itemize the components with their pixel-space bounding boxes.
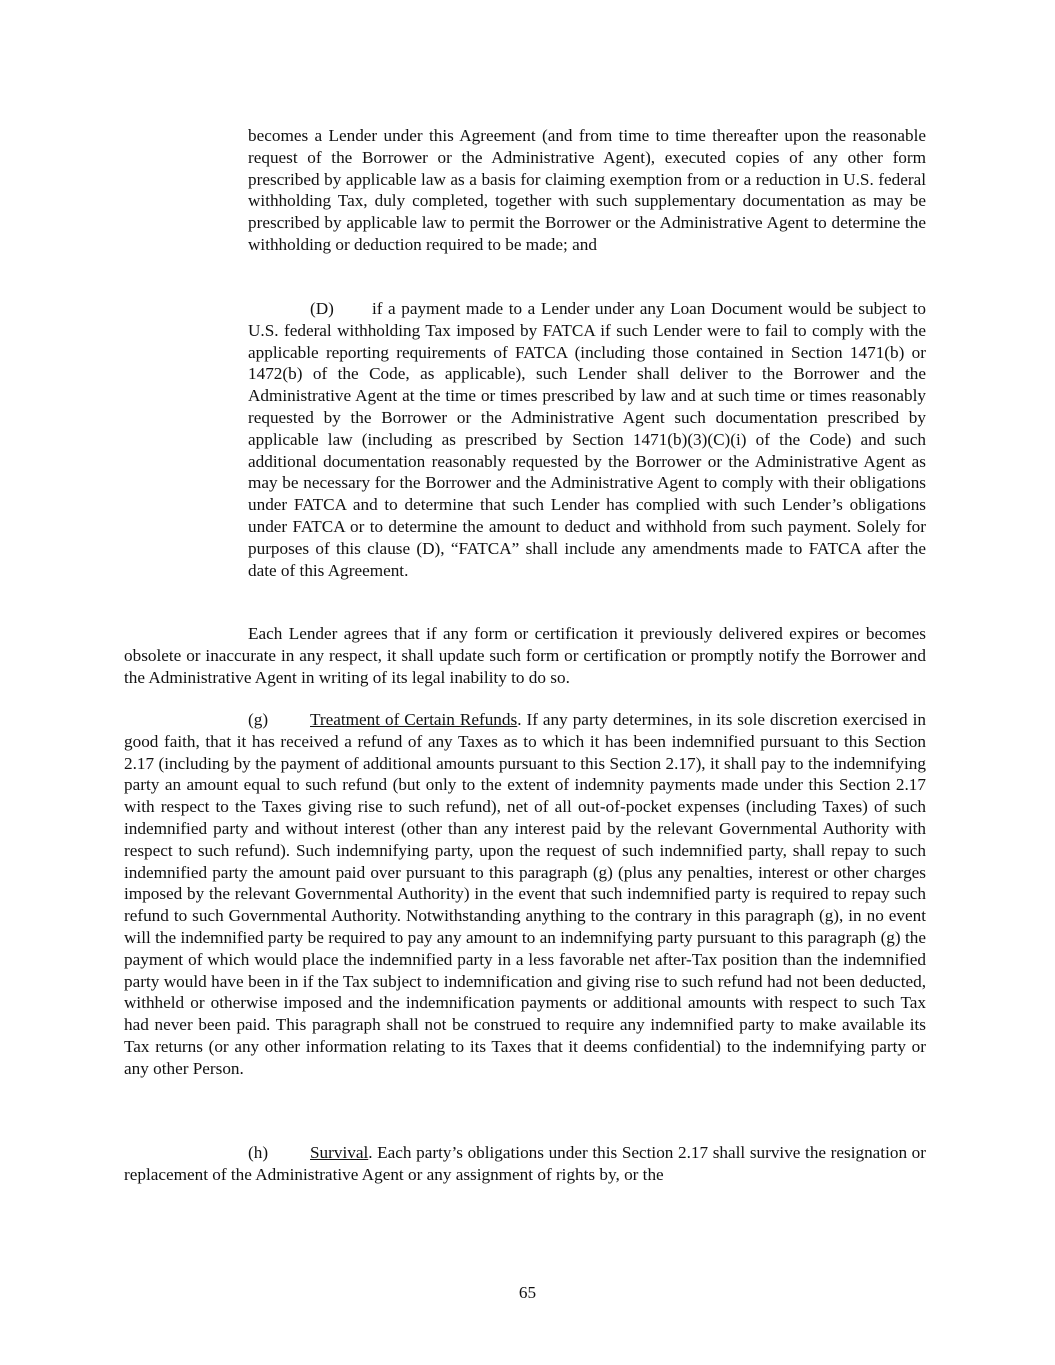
page-number: 65: [518, 1283, 537, 1302]
paragraph-section-g: [124, 709, 926, 1080]
section-h-text: . Each party’s obligations under this Section 2.17 shall survive the resignation or replacement of the Administrative Agent or any assignment of rights by, or the: [124, 1143, 926, 1184]
paragraph-lender-agreement: Each Lender agrees that if any form or certification it previously delivered expires or becomes obsolete or inaccurate in any respect, it shall update such form or certification or promptly notify the Borrower and the Administrative Agent in writing of its legal inability to do so.: [124, 624, 926, 687]
paragraph-continuation: becomes a Lender under this Agreement (and from time to time thereafter upon the reasonable request of the Borrower or the Administrative Agent), executed copies of any other form prescribed by applicable law as a basis for claiming exemption from or a reduction in U.S. federal withholding Tax, duly completed, together with such supplementary documentation as may be prescribed by applicable law to permit the Borrower or the Administrative Agent to determine the withholding or deduction required to be made; and: [248, 126, 926, 254]
section-label-h: (h): [248, 1143, 269, 1162]
section-heading-h: Survival: [310, 1143, 369, 1162]
clause-d-text: if a payment made to a Lender under any Loan Document would be subject to U.S. federal withholding Tax imposed by FATCA if such Lender were to fail to comply with the applicable reporting requirements of FATCA (including those contained in Section 1471(b) or 1472(b) of the Code, as applicable), such Lender shall deliver to the Borrower and the Administrative Agent at the time or times prescribed by law and at such time or times reasonably requested by the Borrower or the Administrative Agent such documentation prescribed by applicable law (including as prescribed by Section 1471(b)(3)(C)(i) of the Code) and such additional documentation reasonably requested by the Borrower or the Administrative Agent as may be necessary for the Borrower and the Administrative Agent to comply with their obligations under FATCA and to determine that such Lender has complied with such Lender’s obligations under FATCA or to determine the amount to deduct and withhold from such payment. Solely for purposes of this clause (D), “FATCA” shall include any amendments made to FATCA after the date of this Agreement.: [248, 299, 926, 580]
section-label-g: (g): [248, 710, 269, 729]
paragraph-section-h: [124, 1142, 926, 1186]
clause-label-d: (D): [310, 299, 334, 318]
section-heading-g: Treatment of Certain Refunds: [310, 710, 518, 729]
section-g-text: . If any party determines, in its sole discretion exercised in good faith, that it has received a refund of any Taxes as to which it has been indemnified pursuant to this Section 2.17 (including by the payment of additional amounts pursuant to this Section 2.17), it shall pay to the indemnifying party an amount equal to such refund (but only to the extent of indemnity payments made under this Section 2.17 with respect to the Taxes giving rise to such refund), net of all out-of-pocket expenses (including Taxes) of such indemnified party and without interest (other than any interest paid by the relevant Governmental Authority with respect to such refund). Such indemnifying party, upon the request of such indemnified party, shall repay to such indemnified party the amount paid over pursuant to this paragraph (g) (plus any penalties, interest or other charges imposed by the relevant Governmental Authority) in the event that such indemnified party is required to repay such refund to such Governmental Authority. Notwithstanding anything to the contrary in this paragraph (g), in no event will the indemnified party be required to pay any amount to an indemnifying party pursuant to this paragraph (g) the payment of which would place the indemnified party in a less favorable net after-Tax position than the indemnified party would have been in if the Tax subject to indemnification and giving rise to such refund had not been deducted, withheld or otherwise imposed and the indemnification payments or additional amounts with respect to such Tax had never been paid. This paragraph shall not be construed to require any indemnified party to make available its Tax returns (or any other information relating to its Taxes that it deems confidential) to the indemnifying party or any other Person.: [124, 710, 926, 1078]
paragraph-clause-d: [248, 298, 926, 581]
